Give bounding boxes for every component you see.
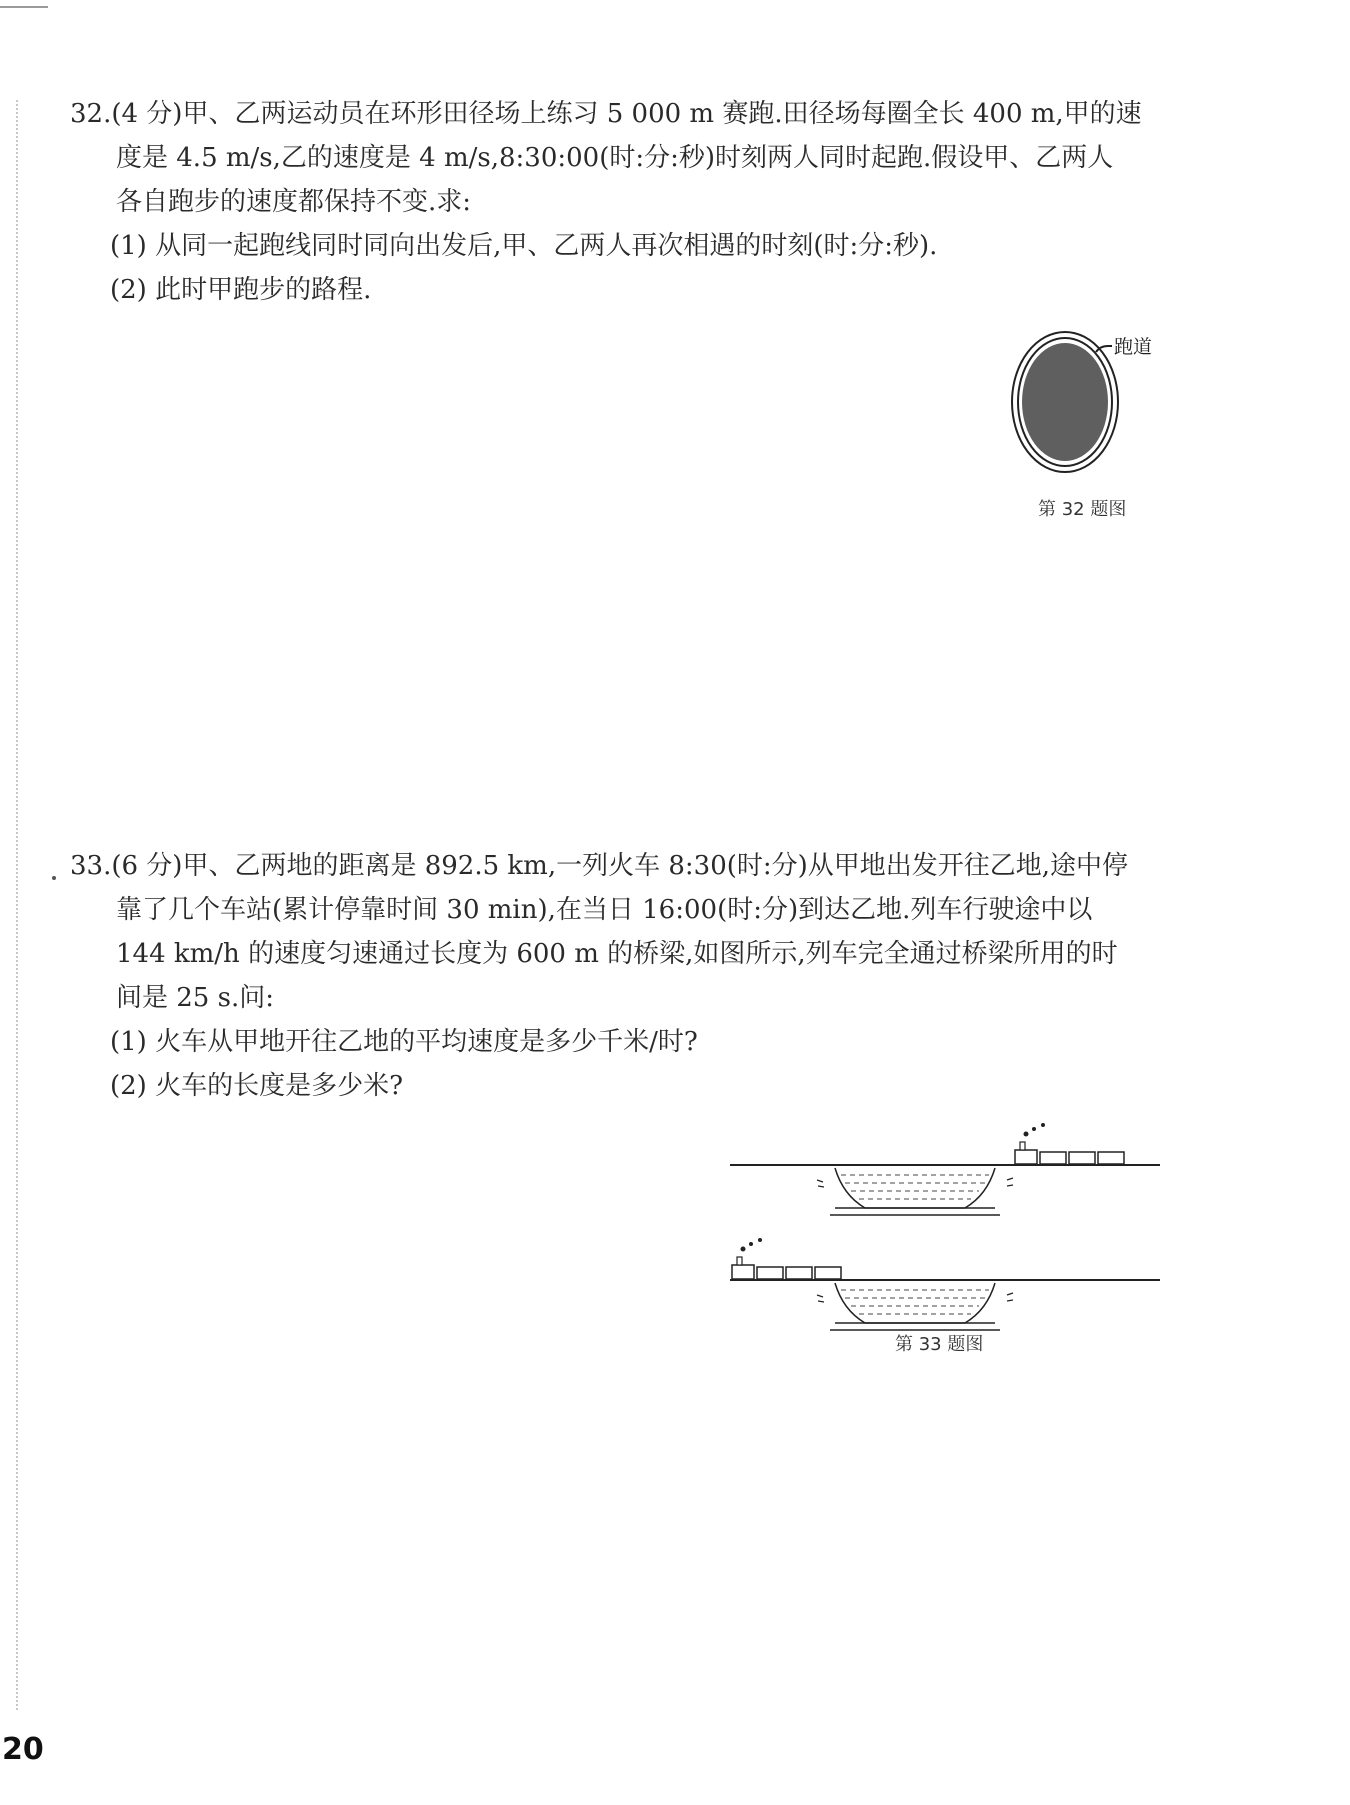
train-car: [1098, 1152, 1124, 1164]
river-bank: [835, 1168, 995, 1208]
smoke-puff: [1032, 1127, 1036, 1131]
train-top: [1015, 1123, 1124, 1164]
bridge-panel-bottom: [730, 1238, 1160, 1330]
train-car: [757, 1267, 783, 1279]
infield: [1022, 343, 1108, 461]
question-32-part-2: (2) 此时甲跑步的路程.: [110, 275, 372, 305]
train-bottom: [732, 1238, 841, 1279]
question-32-line-2: 度是 4.5 m/s,乙的速度是 4 m/s,8:30:00(时:分:秒)时刻两人同时起跑.假设甲、乙两人: [116, 143, 1114, 173]
train-car: [1040, 1152, 1066, 1164]
train-bridge-figure: [725, 1120, 1165, 1340]
train-car: [815, 1267, 841, 1279]
figure-32-caption: 第 32 题图: [1038, 499, 1127, 520]
page-number: 20: [2, 1732, 44, 1767]
chimney: [737, 1257, 742, 1265]
question-32-number: 32.: [70, 99, 112, 129]
figure-33-caption: 第 33 题图: [895, 1334, 984, 1355]
locomotive: [1015, 1150, 1037, 1164]
smoke-puff: [749, 1242, 753, 1246]
river-bank: [835, 1283, 995, 1323]
smoke-puff: [1024, 1132, 1029, 1137]
question-33-line-3: 144 km/h 的速度匀速通过长度为 600 m 的桥梁,如图所示,列车完全通过桥梁所用的时: [116, 939, 1118, 969]
track-label: 跑道: [1114, 336, 1153, 358]
question-33-number: 33.: [70, 851, 112, 881]
question-33-line-4: 间是 25 s.问:: [116, 983, 274, 1013]
running-track-figure: [1000, 330, 1180, 490]
bridge-panel-top: [730, 1123, 1160, 1215]
smoke-puff: [758, 1238, 762, 1242]
question-33-part-2: (2) 火车的长度是多少米?: [110, 1071, 404, 1101]
train-car: [1069, 1152, 1095, 1164]
train-car: [786, 1267, 812, 1279]
question-32-part-1: (1) 从同一起跑线同时同向出发后,甲、乙两人再次相遇的时刻(时:分:秒).: [110, 231, 938, 261]
chimney: [1020, 1142, 1025, 1150]
question-32-line-3: 各自跑步的速度都保持不变.求:: [116, 187, 472, 217]
question-32-line-1: 32.(4 分)甲、乙两运动员在环形田径场上练习 5 000 m 赛跑.田径场每圈全长 400 m,甲的速: [70, 92, 1170, 136]
top-rule: [0, 6, 48, 8]
question-32: [70, 92, 1170, 312]
question-33: [70, 844, 1170, 1108]
locomotive: [732, 1265, 754, 1279]
question-33-line-2: 靠了几个车站(累计停靠时间 30 min),在当日 16:00(时:分)到达乙地.列车行驶途中以: [116, 895, 1093, 925]
stray-mark: [52, 876, 56, 880]
question-33-line-1: 33.(6 分)甲、乙两地的距离是 892.5 km,一列火车 8:30(时:分)从甲地出发开往乙地,途中停: [70, 844, 1170, 888]
binding-margin-line: [16, 100, 18, 1710]
question-33-part-1: (1) 火车从甲地开往乙地的平均速度是多少千米/时?: [110, 1027, 698, 1057]
smoke-puff: [741, 1247, 746, 1252]
smoke-puff: [1041, 1123, 1045, 1127]
